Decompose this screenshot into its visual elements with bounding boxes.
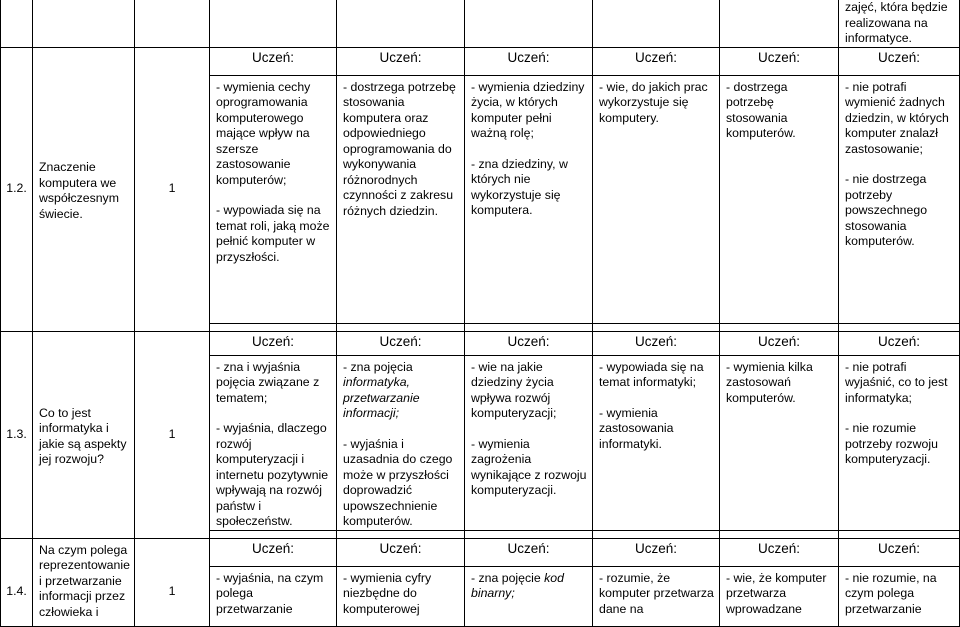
requirement-cell	[465, 355, 593, 530]
requirement-text: - wymienia zastosowania informatyki.	[599, 405, 674, 451]
requirement-cell	[210, 75, 337, 323]
requirement-text: - nie potrafi wyjaśnić, co to jest informatyka;	[845, 359, 948, 405]
requirement-cell	[465, 566, 593, 626]
uczen-header: Uczeń:	[210, 331, 337, 355]
top-note-line: informatyce.	[845, 31, 912, 45]
requirement-cell	[337, 355, 465, 530]
uczen-header: Uczeń:	[337, 538, 465, 566]
lesson-topic: Na czym polega reprezentowanie i przetwarzanie informacji przez człowieka i	[33, 538, 135, 626]
uczen-header: Uczeń:	[720, 47, 839, 75]
requirement-text: - nie rozumie, na czym polega przetwarzanie	[845, 570, 937, 616]
requirement-text: - wymienia cyfry niezbędne do komputerowej	[343, 570, 432, 616]
uczen-header: Uczeń:	[593, 47, 720, 75]
uczen-header: Uczeń:	[465, 538, 593, 566]
requirement-cell	[839, 75, 960, 323]
uczen-header: Uczeń:	[720, 331, 839, 355]
requirement-text: - wymienia dziedziny życia, w których komputer pełni ważną rolę;	[471, 79, 585, 140]
requirement-text: - rozumie, że komputer przetwarza dane na	[599, 570, 714, 616]
requirement-cell	[720, 566, 839, 626]
requirement-text: - wymienia kilka zastosowań komputerów.	[726, 359, 813, 405]
requirement-cell	[210, 566, 337, 626]
requirement-cell	[337, 75, 465, 323]
uczen-header: Uczeń:	[465, 331, 593, 355]
uczen-header: Uczeń:	[593, 538, 720, 566]
uczen-header: Uczeń:	[337, 331, 465, 355]
uczen-header: Uczeń:	[465, 47, 593, 75]
uczen-header: Uczeń:	[839, 47, 960, 75]
requirement-text: - wymienia zagrożenia wynikające z rozwoju komputeryzacji.	[471, 436, 587, 497]
requirement-cell	[593, 355, 720, 530]
requirement-text: - zna pojęcia informatyka, przetwarzanie informacji;	[343, 359, 420, 420]
requirement-text: - wyjaśnia, na czym polega przetwarzanie	[216, 570, 324, 616]
requirement-text: - wie, że komputer przetwarza wprowadzane	[726, 570, 827, 616]
requirement-text: - wie na jakie dziedziny życia wpływa rozwój komputeryzacji;	[471, 359, 557, 420]
requirement-cell	[593, 566, 720, 626]
uczen-header: Uczeń:	[720, 538, 839, 566]
requirement-text: - wypowiada się na temat roli, jaką może pełnić komputer w przyszłości.	[216, 203, 330, 264]
requirement-text: - zna dziedziny, w których nie wykorzystuje się komputera.	[471, 156, 568, 217]
requirement-cell	[593, 75, 720, 323]
requirement-text: - wypowiada się na temat informatyki;	[599, 359, 704, 389]
requirement-text: - wyjaśnia i uzasadnia do czego może w przyszłości doprowadzić upowszechnienie komputerów.	[343, 436, 453, 528]
requirement-text: - zna pojęcie kod binarny;	[471, 570, 564, 600]
requirement-cell	[337, 566, 465, 626]
lesson-hours: 1	[135, 538, 210, 626]
uczen-header: Uczeń:	[210, 47, 337, 75]
uczen-header: Uczeń:	[210, 538, 337, 566]
requirement-text: - wyjaśnia, dlaczego rozwój komputeryzacji i internetu pozytywnie wpływają na rozwój państw i społeczeństw.	[216, 421, 329, 528]
requirement-text: - nie dostrzega potrzeby powszechnego stosowania komputerów.	[845, 172, 928, 248]
requirement-text: - dostrzega potrzebę stosowania komputera oraz odpowiedniego oprogramowania do wykonywania różnorodnych czynności z zakresu różnych dziedzin.	[343, 79, 456, 218]
top-note-cell	[839, 0, 960, 47]
requirement-cell	[720, 355, 839, 530]
requirement-text: - wymienia cechy oprogramowania komputerowego mające wpływ na szersze zastosowanie komputerów;	[216, 79, 311, 187]
row-1-2-header	[1, 47, 960, 75]
requirement-text: - nie potrafi wymienić żadnych dziedzin, w których komputer znalazł zastosowanie;	[845, 79, 949, 156]
uczen-header: Uczeń:	[593, 331, 720, 355]
requirement-cell	[839, 355, 960, 530]
requirement-text: - wie, do jakich prac wykorzystuje się komputery.	[599, 79, 708, 125]
lesson-hours: 1	[135, 47, 210, 331]
uczen-header: Uczeń:	[337, 47, 465, 75]
top-note-line: zajęć, która będzie	[845, 0, 948, 14]
row-1-3-header	[1, 331, 960, 355]
top-note-line: realizowana na	[845, 15, 928, 30]
uczen-header: Uczeń:	[839, 538, 960, 566]
requirement-text: - nie rozumie potrzeby rozwoju komputeryzacji.	[845, 421, 938, 466]
requirement-cell	[210, 355, 337, 530]
lesson-number: 1.3.	[1, 331, 33, 538]
requirement-text: - zna i wyjaśnia pojęcia związane z tematem;	[216, 359, 320, 405]
lesson-number: 1.4.	[1, 538, 33, 626]
requirement-cell	[465, 75, 593, 323]
lesson-hours: 1	[135, 331, 210, 538]
requirement-cell	[839, 566, 960, 626]
row-1-4-header	[1, 538, 960, 566]
lesson-topic: Znaczenie komputera we współczesnym świecie.	[33, 47, 135, 331]
lesson-number: 1.2.	[1, 47, 33, 331]
lesson-topic: Co to jest informatyka i jakie są aspekty jej rozwoju?	[33, 331, 135, 538]
requirement-text: - dostrzega potrzebę stosowania komputerów.	[726, 79, 796, 140]
requirement-cell	[720, 75, 839, 323]
uczen-header: Uczeń:	[839, 331, 960, 355]
